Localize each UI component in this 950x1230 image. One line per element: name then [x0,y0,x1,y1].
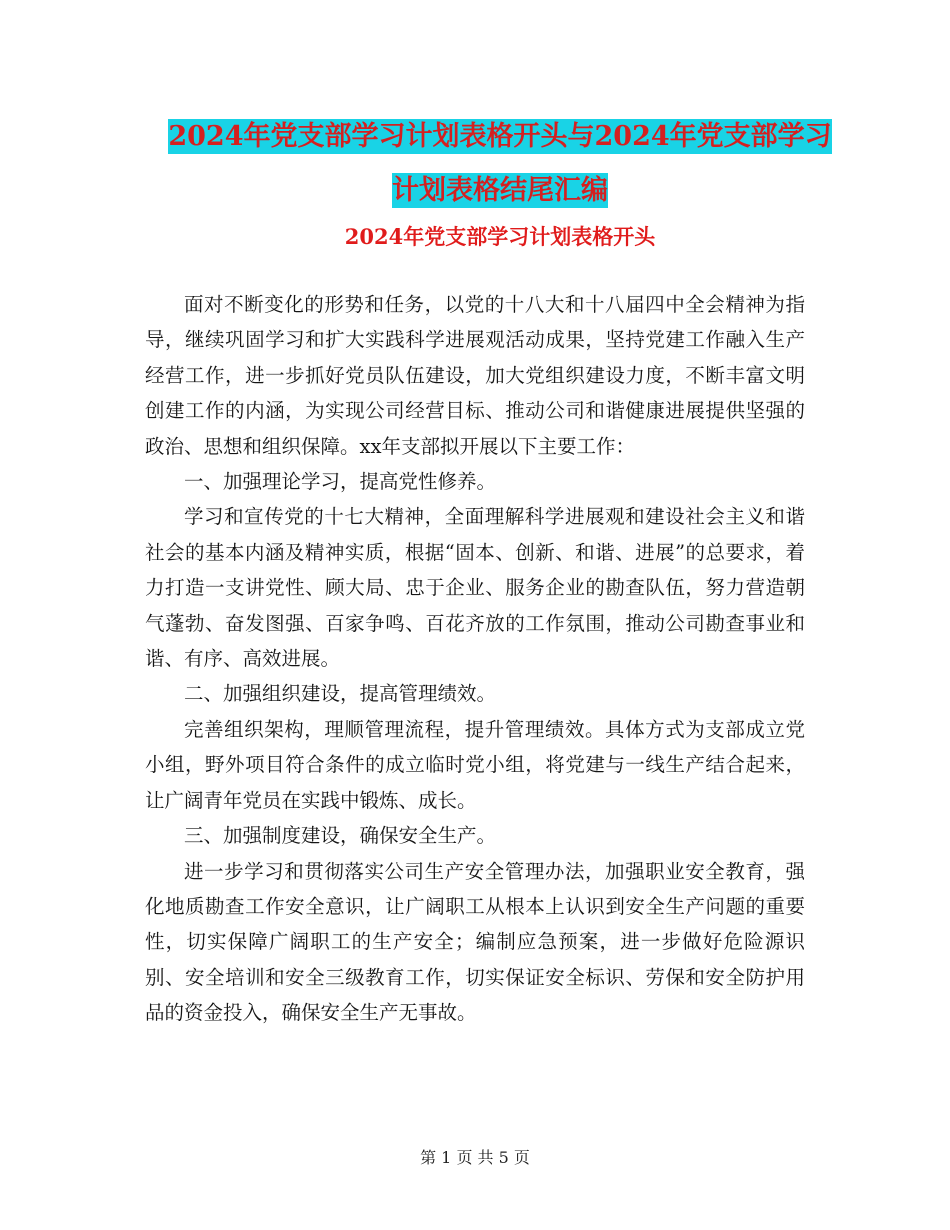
paragraph-heading-2: 二、加强组织建设，提高管理绩效。 [184,682,497,706]
document-title [100,110,900,218]
paragraph-heading-1: 一、加强理论学习，提高党性修养。 [184,470,497,494]
paragraph-safety: 进一步学习和贯彻落实公司生产安全管理办法，加强职业安全教育，强化地质勘查工作安全意识，让广阔职工从根本上认识到安全生产问题的重要性，切实保障广阔职工的生产安全；编制应急预案，进一步做好危险源识别、安全培训和安全三级教育工作，切实保证安全标识、劳保和安全防护用品的资金投入，确保安全生产无事故。 [145,859,805,1025]
document-title-line1: 2024年党支部学习计划表格开头与2024年党支部学习 [168,121,832,152]
page-number-footer: 第 1 页 共 5 页 [420,1148,530,1167]
document-body [145,287,805,1031]
paragraph-organization: 完善组织架构，理顺管理流程，提升管理绩效。具体方式为支部成立党小组，野外项目符合条件的成立临时党小组，将党建与一线生产结合起来，让广阔青年党员在实践中锻炼、成长。 [145,717,805,812]
paragraph-heading-3: 三、加强制度建设，确保安全生产。 [184,824,497,848]
paragraph-intro: 面对不断变化的形势和任务，以党的十八大和十八届四中全会精神为指导，继续巩固学习和扩大实践科学进展观活动成果，坚持党建工作融入生产经营工作，进一步抓好党员队伍建设，加大党组织建设力度，不断丰富文明创建工作的内涵，为实现公司经营目标、推动公司和谐健康进展提供坚强的政治、思想和组织保障。xx年支部拟开展以下主要工作： [145,293,805,458]
paragraph-theory-study: 学习和宣传党的十七大精神，全面理解科学进展观和建设社会主义和谐社会的基本内涵及精神实质，根据“固本、创新、和谐、进展”的总要求，着力打造一支讲党性、顾大局、忠于企业、服务企业的勘查队伍，努力营造朝气蓬勃、奋发图强、百家争鸣、百花齐放的工作氛围，推动公司勘查事业和谐、有序、高效进展。 [145,505,805,671]
section-title: 2024年党支部学习计划表格开头 [344,224,656,249]
document-title-line2: 计划表格结尾汇编 [392,175,608,206]
